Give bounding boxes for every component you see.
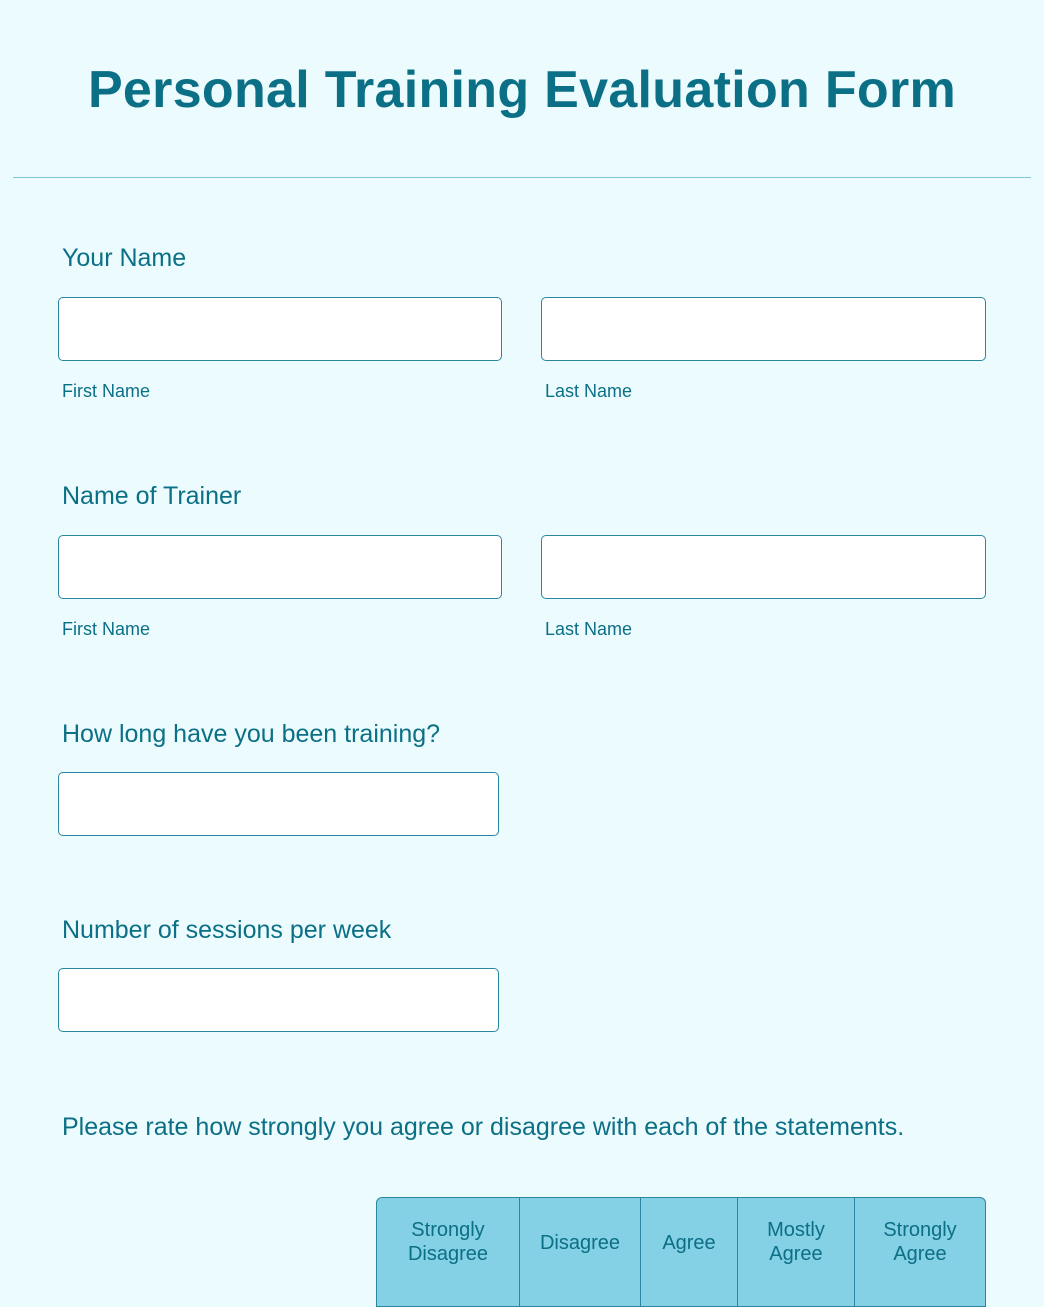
rating-column-label-line1: Mostly [767,1219,825,1241]
page-title: Personal Training Evaluation Form [87,61,957,119]
title-divider [13,177,1031,178]
sessions-per-week-input[interactable] [58,968,499,1032]
your-last-name-input[interactable] [541,297,986,361]
training-duration-input[interactable] [58,772,499,836]
rating-column-mostly-agree [738,1198,855,1306]
rating-scale-header [376,1197,986,1307]
rating-column-label-line1: Agree [662,1232,716,1254]
rating-column-label-line1: Disagree [539,1232,621,1254]
sessions-per-week-label: Number of sessions per week [62,916,392,944]
rating-column-label-line1: Strongly [411,1219,485,1241]
trainer-last-name-input[interactable] [541,535,986,599]
rating-column-label-line2: Disagree [407,1243,489,1265]
trainer-name-label: Name of Trainer [62,482,242,510]
rating-column-agree [641,1198,738,1306]
trainer-first-name-sublabel: First Name [62,619,151,639]
your-first-name-sublabel: First Name [62,381,151,401]
your-last-name-sublabel: Last Name [545,381,633,401]
rating-prompt: Please rate how strongly you agree or disagree with each of the statements. [62,1113,905,1141]
rating-column-strongly-agree [855,1198,985,1306]
trainer-first-name-input[interactable] [58,535,502,599]
your-name-label: Your Name [62,244,187,272]
rating-column-strongly-disagree [377,1198,520,1306]
rating-column-label-line2: Agree [769,1243,823,1265]
your-first-name-input[interactable] [58,297,502,361]
trainer-last-name-sublabel: Last Name [545,619,633,639]
rating-column-label-line1: Strongly [883,1219,957,1241]
training-duration-label: How long have you been training? [62,720,441,748]
rating-column-label-line2: Agree [893,1243,947,1265]
rating-column-disagree [520,1198,641,1306]
